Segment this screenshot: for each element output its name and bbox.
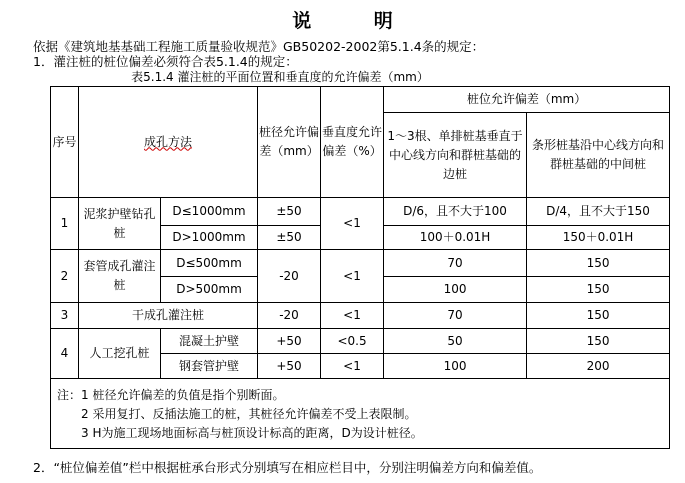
row1-position-b-1: D/4，且不大于150 — [527, 198, 670, 226]
item-2-text: 2．“桩位偏差值”栏中根据桩承台形式分别填写在相应栏目中，分别注明偏差方向和偏差值。 — [33, 460, 542, 475]
row3-vertical: <1 — [321, 303, 384, 329]
header-method — [79, 87, 258, 198]
row2-method: 套管成孔灌注桩 — [79, 250, 161, 303]
row2-position-b-2: 150 — [527, 277, 670, 303]
row4-condition-2: 钢套管护壁 — [161, 354, 258, 379]
page-title: 说 明 — [292, 10, 421, 32]
row1-condition-1: D≤1000mm — [161, 198, 258, 226]
row4-vertical-2: <1 — [321, 354, 384, 379]
row1-vertical: <1 — [321, 198, 384, 250]
row2-vertical: <1 — [321, 250, 384, 303]
header-position-b: 条形桩基沿中心线方向和群桩基础的中间桩 — [527, 113, 670, 198]
note-2: 2 采用复打、反插法施工的桩，其桩径允许偏差不受上表限制。 — [81, 407, 417, 421]
row2-position-a-1: 70 — [384, 250, 527, 277]
row4-diameter-2: +50 — [258, 354, 321, 379]
item-1-text: 1．灌注桩的桩位偏差必须符合表5.1.4的规定： — [33, 54, 298, 69]
header-index: 序号 — [51, 87, 79, 198]
row2-condition-2: D>500mm — [161, 277, 258, 303]
row2-index: 2 — [51, 250, 79, 303]
row1-position-a-1: D/6，且不大于100 — [384, 198, 527, 226]
header-method-text: 成孔方法 — [144, 134, 193, 149]
row1-position-a-2: 100＋0.01H — [384, 226, 527, 250]
row2-condition-1: D≤500mm — [161, 250, 258, 277]
row1-index: 1 — [51, 198, 79, 250]
row4-position-b-1: 150 — [527, 329, 670, 354]
row4-position-b-2: 200 — [527, 354, 670, 379]
row4-index: 4 — [51, 329, 79, 379]
row4-position-a-2: 100 — [384, 354, 527, 379]
row3-method: 干成孔灌注桩 — [79, 303, 258, 329]
row2-diameter: -20 — [258, 250, 321, 303]
row2-position-b-1: 150 — [527, 250, 670, 277]
row3-index: 3 — [51, 303, 79, 329]
row3-position-b: 150 — [527, 303, 670, 329]
row1-position-b-2: 150＋0.01H — [527, 226, 670, 250]
row1-diameter-2: ±50 — [258, 226, 321, 250]
header-diameter: 桩径允许偏差（mm） — [258, 87, 321, 198]
row1-diameter-1: ±50 — [258, 198, 321, 226]
row4-vertical-1: <0.5 — [321, 329, 384, 354]
row1-condition-2: D>1000mm — [161, 226, 258, 250]
row4-position-a-1: 50 — [384, 329, 527, 354]
row4-diameter-1: +50 — [258, 329, 321, 354]
note-3: 3 H为施工现场地面标高与桩顶设计标高的距离，D为设计桩径。 — [81, 426, 423, 440]
intro-text: 依据《建筑地基基础工程施工质量验收规范》GB50202-2002第5.1.4条的规定： — [33, 39, 485, 54]
table-caption: 表5.1.4 灌注桩的平面位置和垂直度的允许偏差（mm） — [131, 70, 429, 84]
header-position-a: 1～3根、单排桩基垂直于中心线方向和群桩基础的边桩 — [384, 113, 527, 198]
header-vertical: 垂直度允许偏差（%） — [321, 87, 384, 198]
row4-method: 人工挖孔桩 — [79, 329, 161, 379]
row3-position-a: 70 — [384, 303, 527, 329]
row1-method: 泥浆护壁钻孔桩 — [79, 198, 161, 250]
row3-diameter: -20 — [258, 303, 321, 329]
header-position-group: 桩位允许偏差（mm） — [384, 87, 670, 113]
table-notes — [51, 379, 670, 449]
note-1: 注：1 桩径允许偏差的负值是指个别断面。 — [57, 388, 285, 402]
row4-condition-1: 混凝土护壁 — [161, 329, 258, 354]
tolerance-table — [50, 86, 670, 449]
row2-position-a-2: 100 — [384, 277, 527, 303]
